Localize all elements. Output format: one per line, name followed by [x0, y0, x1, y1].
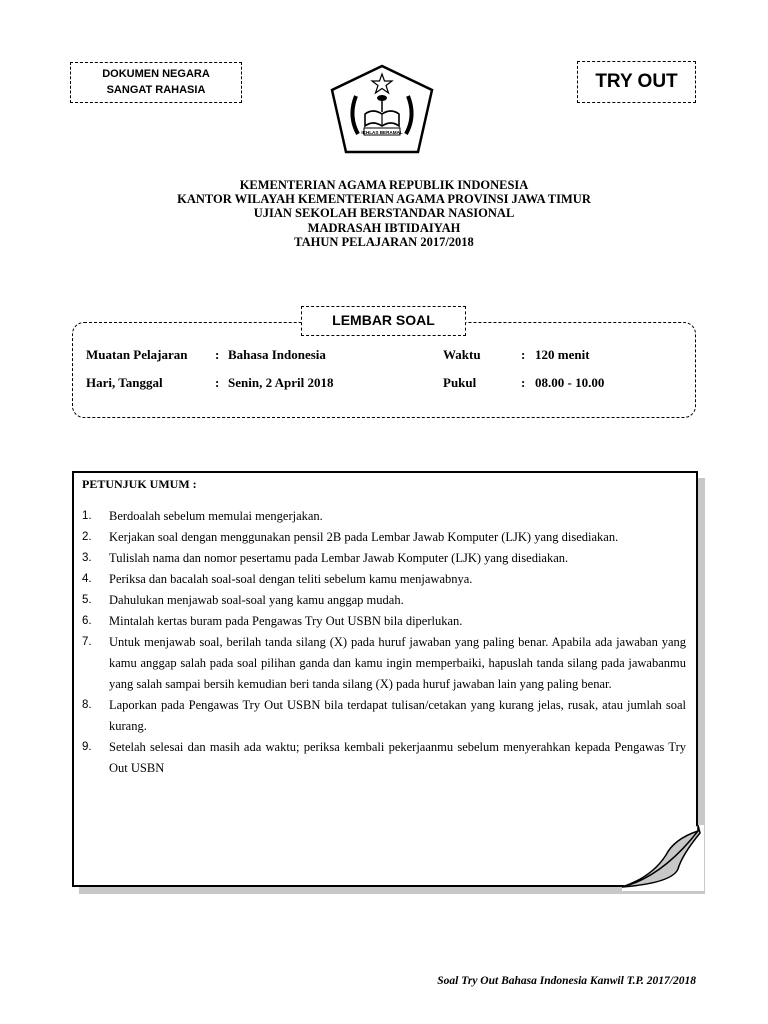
list-item: 1. Berdoalah sebelum memulai mengerjakan. [82, 509, 323, 523]
hour-colon: : [521, 375, 526, 390]
try-out-label: TRY OUT [577, 61, 696, 103]
subject-label: Muatan Pelajaran [86, 347, 188, 362]
time-colon: : [521, 347, 526, 362]
hour-value: 08.00 - 10.00 [535, 375, 605, 390]
document-header [0, 178, 768, 249]
list-item: 3. Tulislah nama dan nomor pesertamu pada Lembar Jawab Komputer (LJK) yang disediakan. [82, 551, 569, 565]
page-curl-icon [612, 825, 704, 891]
list-item: 2. Kerjakan soal dengan menggunakan pensil 2B pada Lembar Jawab Komputer (LJK) yang disediakan. [82, 530, 619, 544]
header-line-2: KANTOR WILAYAH KEMENTERIAN AGAMA PROVINSI JAWA TIMUR [177, 192, 591, 207]
ministry-emblem-icon [328, 64, 436, 158]
list-item: 6. Mintalah kertas buram pada Pengawas Try Out USBN bila diperlukan. [82, 614, 463, 628]
date-colon: : [215, 375, 220, 390]
stamp-line-2: SANGAT RAHASIA [106, 84, 206, 96]
emblem-motto: IKHLAS BERAMAL [361, 130, 403, 135]
list-item: 7. Untuk menjawab soal, berilah tanda silang (X) pada huruf jawaban yang paling benar. Apabila ada jawaban yang kamu anggap salah pada soal pilihan ganda dan kamu ingin memperbaiki, hapuslah tanda silang pada jawabanmu yang salah sampai bersih kemudian beri tanda silang (X) pada huruf jawaban lain yang paling benar. [82, 635, 686, 691]
lembar-soal-title: LEMBAR SOAL [301, 306, 466, 336]
header-line-5: TAHUN PELAJARAN 2017/2018 [294, 234, 474, 249]
date-value: Senin, 2 April 2018 [228, 375, 334, 390]
instructions-list [82, 506, 686, 779]
instructions-title: PETUNJUK UMUM : [82, 477, 197, 491]
subject-colon: : [215, 347, 220, 362]
header-line-3: UJIAN SEKOLAH BERSTANDAR NASIONAL [253, 206, 515, 221]
list-item: 5. Dahulukan menjawab soal-soal yang kamu anggap mudah. [82, 593, 404, 607]
header-line-1: KEMENTERIAN AGAMA REPUBLIK INDONESIA [239, 178, 529, 192]
time-value: 120 menit [535, 347, 590, 362]
time-label: Waktu [443, 347, 481, 362]
page-footer: Soal Try Out Bahasa Indonesia Kanwil T.P. 2017/2018 [437, 975, 696, 987]
stamp-line-1: DOKUMEN NEGARA [102, 68, 210, 80]
hour-label: Pukul [443, 375, 477, 390]
subject-value: Bahasa Indonesia [228, 347, 326, 362]
header-line-4: MADRASAH IBTIDAIYAH [307, 220, 461, 235]
list-item: 4. Periksa dan bacalah soal-soal dengan teliti sebelum kamu menjawabnya. [82, 572, 473, 586]
exam-info-box [72, 322, 696, 418]
document-classification-stamp [70, 62, 242, 103]
list-item: 9. Setelah selesai dan masih ada waktu; periksa kembali pekerjaanmu sebelum menyerahkan kepada Pengawas Try Out USBN [82, 740, 686, 775]
list-item: 8. Laporkan pada Pengawas Try Out USBN bila terdapat tulisan/cetakan yang kurang jelas, rusak, atau jumlah soal kurang. [82, 698, 686, 733]
date-label: Hari, Tanggal [86, 375, 163, 390]
